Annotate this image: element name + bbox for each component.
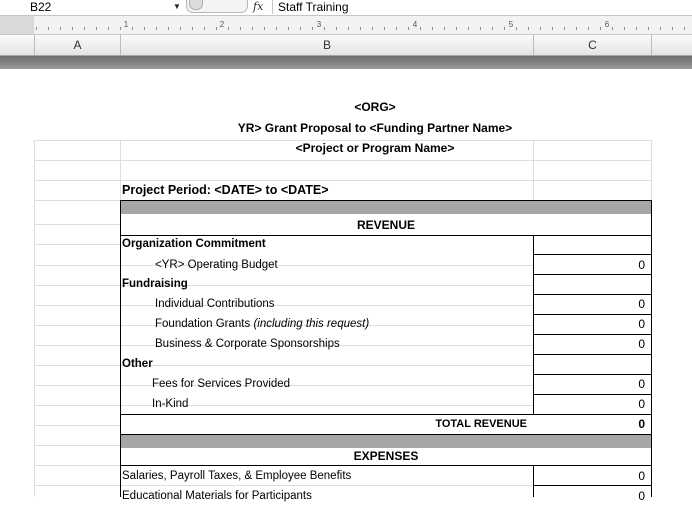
column-header-c[interactable]: C (533, 35, 652, 55)
project-name[interactable]: <Project or Program Name> (295, 141, 455, 155)
ruler-number: 6 (604, 20, 610, 29)
ruler-tick (324, 27, 325, 30)
ruler-tick (468, 27, 469, 30)
ruler-tick (60, 27, 61, 30)
ruler-tick (360, 27, 361, 30)
worksheet[interactable] (0, 69, 692, 503)
ruler-tick (72, 27, 73, 30)
ruler-tick (216, 27, 217, 30)
operating-budget-label[interactable]: <YR> Operating Budget (155, 259, 278, 271)
total-revenue-value[interactable]: 0 (638, 417, 645, 431)
inkind-label[interactable]: In-Kind (152, 398, 189, 410)
ruler-tick (504, 27, 505, 30)
ruler-tick (600, 27, 601, 30)
ruler-tick (336, 27, 337, 30)
org-commitment-label[interactable]: Organization Commitment (122, 238, 266, 250)
other-label[interactable]: Other (122, 358, 153, 370)
ruler-tick (672, 27, 673, 30)
column-header-b[interactable]: B (120, 35, 533, 55)
ruler-tick (288, 27, 289, 30)
ruler-tick (252, 27, 253, 30)
ruler-tick (312, 27, 313, 30)
ruler-tick (240, 27, 241, 30)
formula-input[interactable]: Staff Training (272, 0, 692, 14)
ruler-tick (36, 27, 37, 30)
ruler-tick (96, 27, 97, 30)
expenses-header[interactable]: EXPENSES (353, 449, 419, 463)
ruler-tick (156, 27, 157, 30)
individual-contributions-value[interactable]: 0 (638, 297, 645, 311)
ruler-tick (84, 27, 85, 30)
ruler-tick (372, 27, 373, 30)
ruler-tick (684, 27, 685, 30)
operating-budget-value[interactable]: 0 (638, 258, 645, 272)
ruler-tick (444, 27, 445, 30)
ruler-tick (48, 27, 49, 30)
proposal-title[interactable]: YR> Grant Proposal to <Funding Partner Name> (237, 121, 513, 135)
ruler-tick (612, 27, 613, 30)
ruler-tick (168, 27, 169, 30)
column-header-a[interactable]: A (34, 35, 120, 55)
ruler-tick (624, 27, 625, 30)
ruler-tick (456, 27, 457, 30)
section-divider (121, 201, 651, 214)
project-period[interactable]: Project Period: <DATE> to <DATE> (122, 183, 329, 197)
ruler (0, 16, 692, 35)
ruler-tick (660, 27, 661, 30)
ruler-tick (132, 27, 133, 30)
ruler-tick (516, 27, 517, 30)
ruler-number: 3 (316, 20, 322, 29)
fundraising-label[interactable]: Fundraising (122, 278, 188, 290)
ruler-tick (384, 27, 385, 30)
chevron-down-icon[interactable]: ▼ (173, 2, 181, 11)
ruler-tick (540, 27, 541, 30)
foundation-grants-text: Foundation Grants (155, 318, 254, 330)
ruler-tick (300, 27, 301, 30)
ruler-tick (552, 27, 553, 30)
insert-function-icon[interactable]: fx (253, 0, 264, 13)
revenue-header[interactable]: REVENUE (356, 218, 415, 232)
ruler-tick (564, 27, 565, 30)
ruler-tick (408, 27, 409, 30)
ruler-tick (528, 27, 529, 30)
ruler-tick (576, 27, 577, 30)
ruler-tick (480, 27, 481, 30)
ruler-number: 5 (508, 20, 514, 29)
ruler-tick (588, 27, 589, 30)
ruler-tick (228, 27, 229, 30)
inkind-value[interactable]: 0 (638, 397, 645, 411)
formula-bar (0, 0, 692, 16)
ruler-tick (276, 27, 277, 30)
ruler-tick (420, 27, 421, 30)
foundation-grants-label[interactable] (155, 314, 369, 334)
educational-materials-label[interactable]: Educational Materials for Participants (122, 490, 312, 502)
name-box[interactable]: B22 (30, 0, 52, 14)
ruler-number: 4 (412, 20, 418, 29)
educational-materials-value[interactable]: 0 (638, 489, 645, 503)
ruler-tick (192, 27, 193, 30)
org-title[interactable]: <ORG> (354, 100, 396, 114)
fees-value[interactable]: 0 (638, 377, 645, 391)
total-revenue-label[interactable]: TOTAL REVENUE (435, 418, 527, 430)
ruler-tick (492, 27, 493, 30)
ruler-tick (348, 27, 349, 30)
ruler-tick (204, 27, 205, 30)
business-sponsorships-label[interactable]: Business & Corporate Sponsorships (155, 338, 340, 350)
salaries-label[interactable]: Salaries, Payroll Taxes, & Employee Benefits (122, 470, 352, 482)
page-break-band (0, 56, 692, 69)
foundation-grants-value[interactable]: 0 (638, 317, 645, 331)
slider-knob[interactable] (189, 0, 203, 10)
ruler-tick (108, 27, 109, 30)
formula-bar-resize-handle[interactable] (186, 0, 248, 13)
business-sponsorships-value[interactable]: 0 (638, 337, 645, 351)
ruler-number: 1 (123, 20, 129, 29)
ruler-margin (0, 16, 34, 34)
individual-contributions-label[interactable]: Individual Contributions (155, 298, 275, 310)
ruler-tick (432, 27, 433, 30)
column-header-bar (0, 35, 692, 56)
ruler-tick (120, 27, 121, 30)
ruler-tick (144, 27, 145, 30)
ruler-tick (396, 27, 397, 30)
ruler-tick (648, 27, 649, 30)
ruler-tick (264, 27, 265, 30)
ruler-number: 2 (219, 20, 225, 29)
ruler-tick (180, 27, 181, 30)
foundation-grants-note: (including this request) (253, 318, 370, 330)
salaries-value[interactable]: 0 (638, 469, 645, 483)
fees-label[interactable]: Fees for Services Provided (152, 378, 291, 390)
ruler-tick (636, 27, 637, 30)
